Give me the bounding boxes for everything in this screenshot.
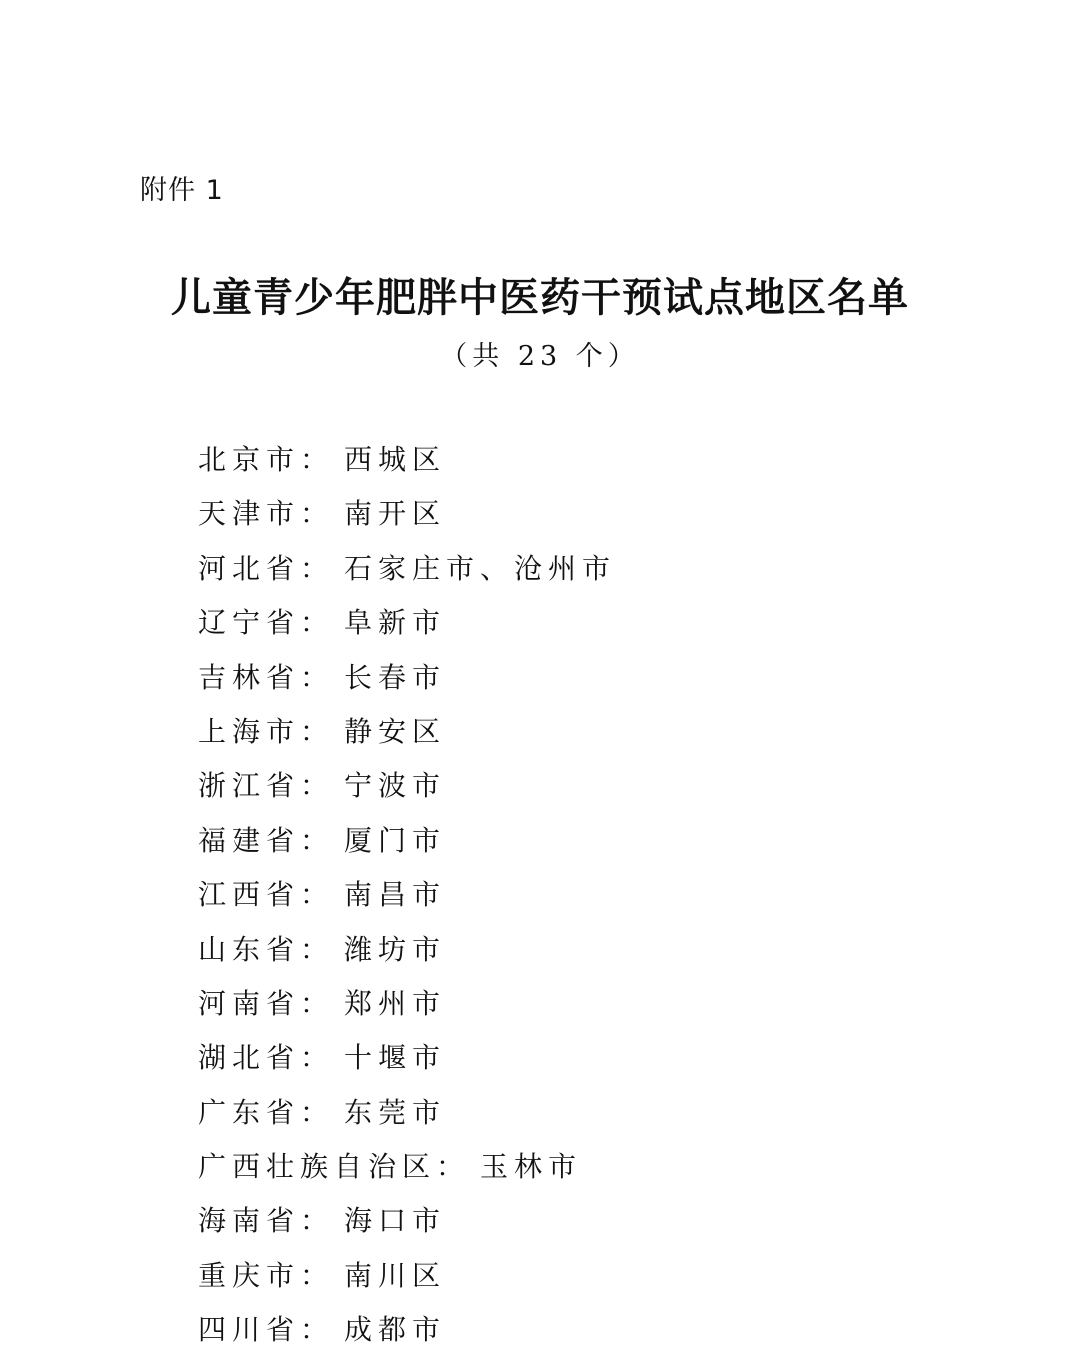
- region-list-item: [198, 1147, 1018, 1201]
- region-list-item: [198, 1310, 1018, 1364]
- province-name: 福建省: [198, 823, 301, 857]
- region-list-item: [198, 766, 1018, 820]
- city-names: 潍坊市: [344, 932, 447, 966]
- region-list-item: [198, 440, 1018, 494]
- region-list-item: [198, 1201, 1018, 1255]
- separator-colon: ：: [300, 769, 329, 803]
- separator-colon: ：: [300, 660, 329, 694]
- separator-colon: ：: [300, 1095, 329, 1129]
- region-list-item: [198, 930, 1018, 984]
- province-name: 湖北省: [198, 1041, 301, 1075]
- region-list: [198, 440, 1018, 1365]
- province-name: 江西省: [198, 878, 301, 912]
- province-name: 吉林省: [198, 660, 301, 694]
- province-name: 河南省: [198, 986, 301, 1020]
- province-name: 河北省: [198, 551, 301, 585]
- region-list-item: [198, 1038, 1018, 1092]
- document-subtitle: （共 23 个）: [440, 341, 640, 372]
- separator-colon: ：: [300, 497, 329, 531]
- separator-colon: ：: [436, 1150, 465, 1184]
- region-list-item: [198, 1093, 1018, 1147]
- province-name: 重庆市: [198, 1258, 301, 1292]
- city-names: 西城区: [344, 443, 447, 476]
- region-list-item: [198, 603, 1018, 657]
- separator-colon: ：: [300, 878, 329, 912]
- region-list-item: [198, 821, 1018, 875]
- province-name: 山东省: [198, 932, 301, 966]
- city-names: 长春市: [344, 660, 447, 694]
- city-names: 石家庄市、沧州市: [344, 551, 617, 585]
- province-name: 广西壮族自治区: [198, 1150, 437, 1184]
- city-names: 东莞市: [344, 1095, 447, 1129]
- document-title: 儿童青少年肥胖中医药干预试点地区名单: [171, 275, 909, 321]
- separator-colon: ：: [300, 932, 329, 966]
- city-names: 南昌市: [344, 878, 447, 912]
- province-name: 辽宁省: [198, 606, 301, 640]
- province-name: 广东省: [198, 1095, 301, 1129]
- separator-colon: ：: [300, 1204, 329, 1238]
- province-name: 四川省: [198, 1313, 301, 1347]
- city-names: 成都市: [344, 1313, 447, 1347]
- separator-colon: ：: [300, 443, 329, 476]
- province-name: 北京市: [198, 443, 301, 476]
- separator-colon: ：: [300, 1258, 329, 1292]
- city-names: 南开区: [344, 497, 447, 531]
- region-list-item: [198, 875, 1018, 929]
- region-list-item: [198, 1256, 1018, 1310]
- province-name: 天津市: [198, 497, 301, 531]
- separator-colon: ：: [300, 1041, 329, 1075]
- province-name: 浙江省: [198, 769, 301, 803]
- region-list-item: [198, 712, 1018, 766]
- separator-colon: ：: [300, 551, 329, 585]
- region-list-item: [198, 658, 1018, 712]
- province-name: 海南省: [198, 1204, 301, 1238]
- attachment-label: 附件 1: [140, 175, 224, 206]
- province-name: 上海市: [198, 714, 301, 748]
- region-list-item: [198, 494, 1018, 548]
- separator-colon: ：: [300, 986, 329, 1020]
- city-names: 海口市: [344, 1204, 447, 1238]
- separator-colon: ：: [300, 823, 329, 857]
- city-names: 厦门市: [344, 823, 447, 857]
- region-list-item: [198, 984, 1018, 1038]
- city-names: 南川区: [344, 1258, 447, 1292]
- region-list-item: [198, 549, 1018, 603]
- separator-colon: ：: [300, 606, 329, 640]
- city-names: 阜新市: [344, 606, 447, 640]
- city-names: 宁波市: [344, 769, 447, 803]
- separator-colon: ：: [300, 1313, 329, 1347]
- city-names: 郑州市: [344, 986, 447, 1020]
- city-names: 玉林市: [480, 1150, 583, 1184]
- separator-colon: ：: [300, 714, 329, 748]
- city-names: 十堰市: [344, 1041, 447, 1075]
- city-names: 静安区: [344, 714, 447, 748]
